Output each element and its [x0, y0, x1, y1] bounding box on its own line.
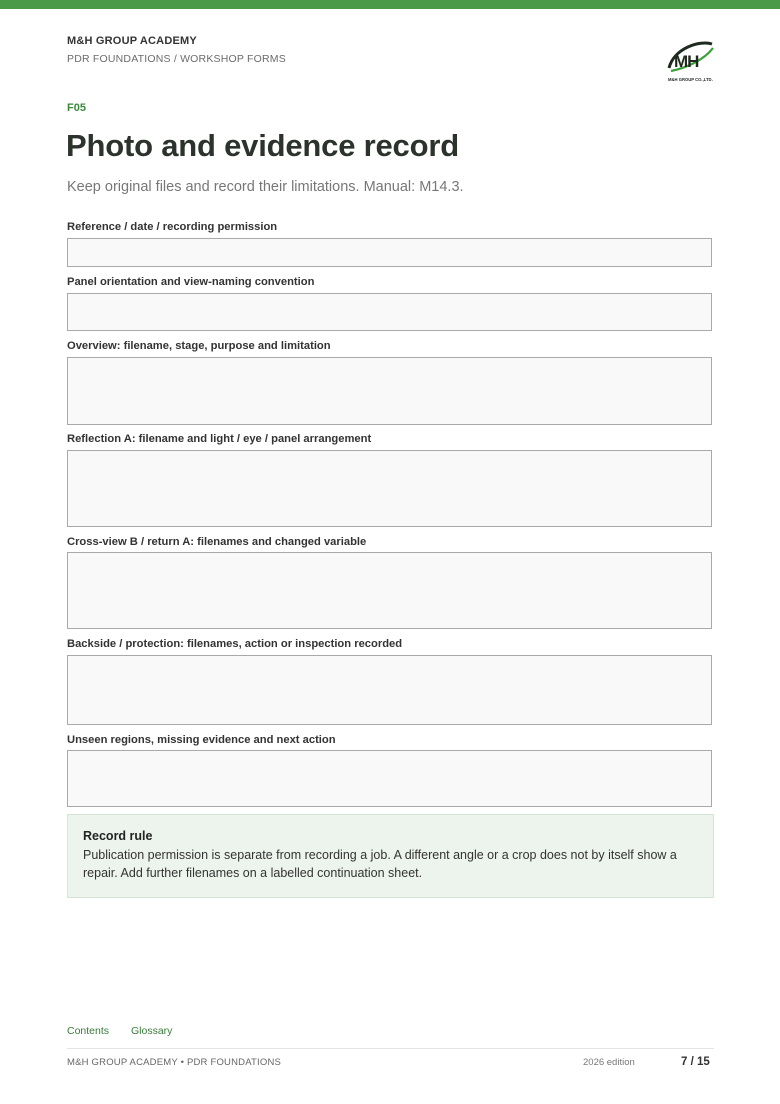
field-label-cross-view: Cross-view B / return A: filenames and changed variable	[67, 536, 367, 548]
page-number: 7 / 15	[681, 1056, 710, 1068]
record-rule-note	[67, 814, 714, 898]
field-label-overview: Overview: filename, stage, purpose and limitation	[67, 340, 331, 352]
company-logo	[666, 38, 716, 84]
page-subtitle: Keep original files and record their limitations. Manual: M14.3.	[67, 179, 464, 195]
note-text: Publication permission is separate from recording a job. A different angle or a crop does not by itself show a repair. Add further filenames on a labelled continuation sheet.	[83, 848, 677, 880]
field-label-orientation: Panel orientation and view-naming convention	[67, 276, 315, 288]
contents-link[interactable]: Contents	[67, 1025, 110, 1037]
breadcrumb: PDR FOUNDATIONS / WORKSHOP FORMS	[67, 53, 286, 65]
field-input-reflection-a[interactable]	[67, 450, 712, 527]
footer-divider	[67, 1048, 714, 1049]
form-code: F05	[67, 102, 86, 114]
glossary-link[interactable]: Glossary	[131, 1025, 173, 1037]
field-input-backside[interactable]	[67, 655, 712, 725]
field-label-reference: Reference / date / recording permission	[67, 221, 278, 233]
organization-name: M&H GROUP ACADEMY	[67, 35, 197, 47]
footer-edition: 2026 edition	[583, 1057, 635, 1068]
top-accent-bar	[0, 0, 780, 9]
field-label-backside: Backside / protection: filenames, action or inspection recorded	[67, 638, 403, 650]
note-title: Record rule	[83, 829, 153, 843]
footer-label: M&H GROUP ACADEMY • PDR FOUNDATIONS	[67, 1057, 282, 1068]
field-label-reflection-a: Reflection A: filename and light / eye / panel arrangement	[67, 433, 372, 445]
page-title: Photo and evidence record	[66, 128, 459, 163]
field-input-reference[interactable]	[67, 238, 712, 267]
logo-text: M&H GROUP CO.,LTD.	[668, 77, 713, 82]
field-input-unseen-regions[interactable]	[67, 750, 712, 807]
field-input-overview[interactable]	[67, 357, 712, 425]
field-input-cross-view[interactable]	[67, 552, 712, 629]
field-input-orientation[interactable]	[67, 293, 712, 331]
field-label-unseen-regions: Unseen regions, missing evidence and next action	[67, 734, 336, 746]
logo-mark: MH	[674, 52, 699, 71]
